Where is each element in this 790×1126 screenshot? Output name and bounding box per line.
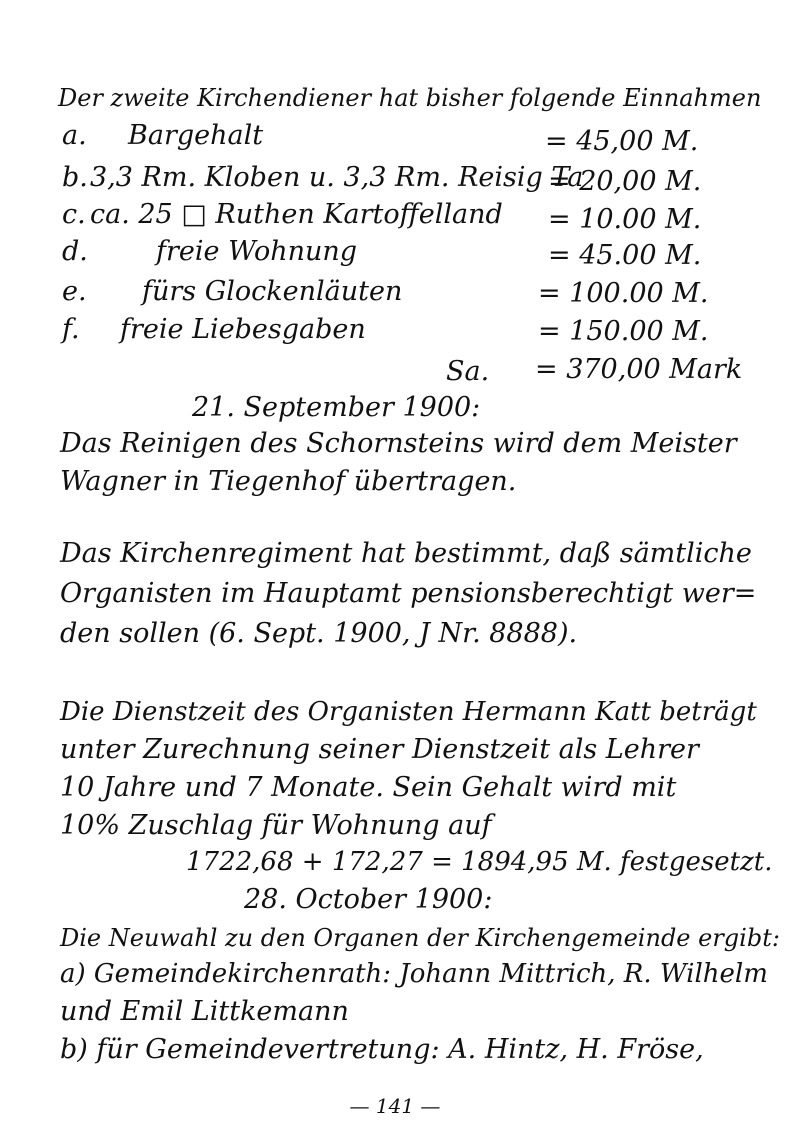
income-amount: = 150.00 M. (538, 316, 709, 347)
text-line: 10 Jahre und 7 Monate. Sein Gehalt wird mit (60, 772, 677, 803)
text-line: a) Gemeindekirchenrath: Johann Mittrich, R. Wilhelm (60, 959, 768, 989)
text-line: Das Kirchenregiment hat bestimmt, daß sämtliche (60, 538, 752, 569)
text-line: Die Neuwahl zu den Organen der Kirchengemeinde ergibt: (60, 924, 780, 952)
income-item: 3,3 Rm. Kloben u. 3,3 Rm. Reisig Ta (90, 162, 584, 193)
income-item: Bargehalt (128, 120, 264, 151)
income-letter: e. (62, 276, 87, 307)
income-item: ca. 25 □ Ruthen Kartoffelland (90, 199, 503, 230)
text-line: Die Dienstzeit des Organisten Hermann Katt beträgt (60, 697, 757, 727)
text-line: 10% Zuschlag für Wohnung auf (60, 810, 492, 841)
text-line: Wagner in Tiegenhof übertragen. (60, 466, 517, 497)
page-number: — 141 — (349, 1094, 441, 1118)
income-item: freie Wohnung (156, 236, 358, 267)
text-line: den sollen (6. Sept. 1900, J Nr. 8888). (60, 618, 578, 649)
total-label: Sa. (446, 356, 490, 387)
income-letter: f. (62, 314, 80, 345)
text-line: Das Reinigen des Schornsteins wird dem Meister (60, 428, 737, 459)
income-amount: = 45.00 M. (548, 240, 702, 271)
text-line: und Emil Littkemann (60, 996, 349, 1027)
income-letter: c. (62, 199, 86, 230)
income-letter: b. (62, 162, 88, 193)
income-amount: = 100.00 M. (538, 278, 709, 309)
text-line: 1722,68 + 172,27 = 1894,95 M. festgesetzt. (186, 847, 773, 877)
entry-date: 28. October 1900: (244, 884, 493, 915)
text-line: unter Zurechnung seiner Dienstzeit als Lehrer (60, 734, 699, 765)
income-item: fürs Glockenläuten (142, 276, 403, 307)
income-amount: = 20,00 M. (548, 166, 702, 197)
income-item: freie Liebesgaben (120, 314, 366, 345)
income-letter: a. (62, 120, 87, 151)
income-amount: = 45,00 M. (545, 126, 699, 157)
entry-date: 21. September 1900: (192, 392, 481, 423)
text-line: b) für Gemeindevertretung: A. Hintz, H. Fröse, (60, 1034, 704, 1065)
income-letter: d. (62, 236, 88, 267)
text-line: Organisten im Hauptamt pensionsberechtigt wer= (60, 578, 757, 609)
total-amount: = 370,00 Mark (535, 354, 743, 385)
income-amount: = 10.00 M. (548, 204, 702, 235)
intro-line: Der zweite Kirchendiener hat bisher folgende Einnahmen (58, 84, 762, 112)
